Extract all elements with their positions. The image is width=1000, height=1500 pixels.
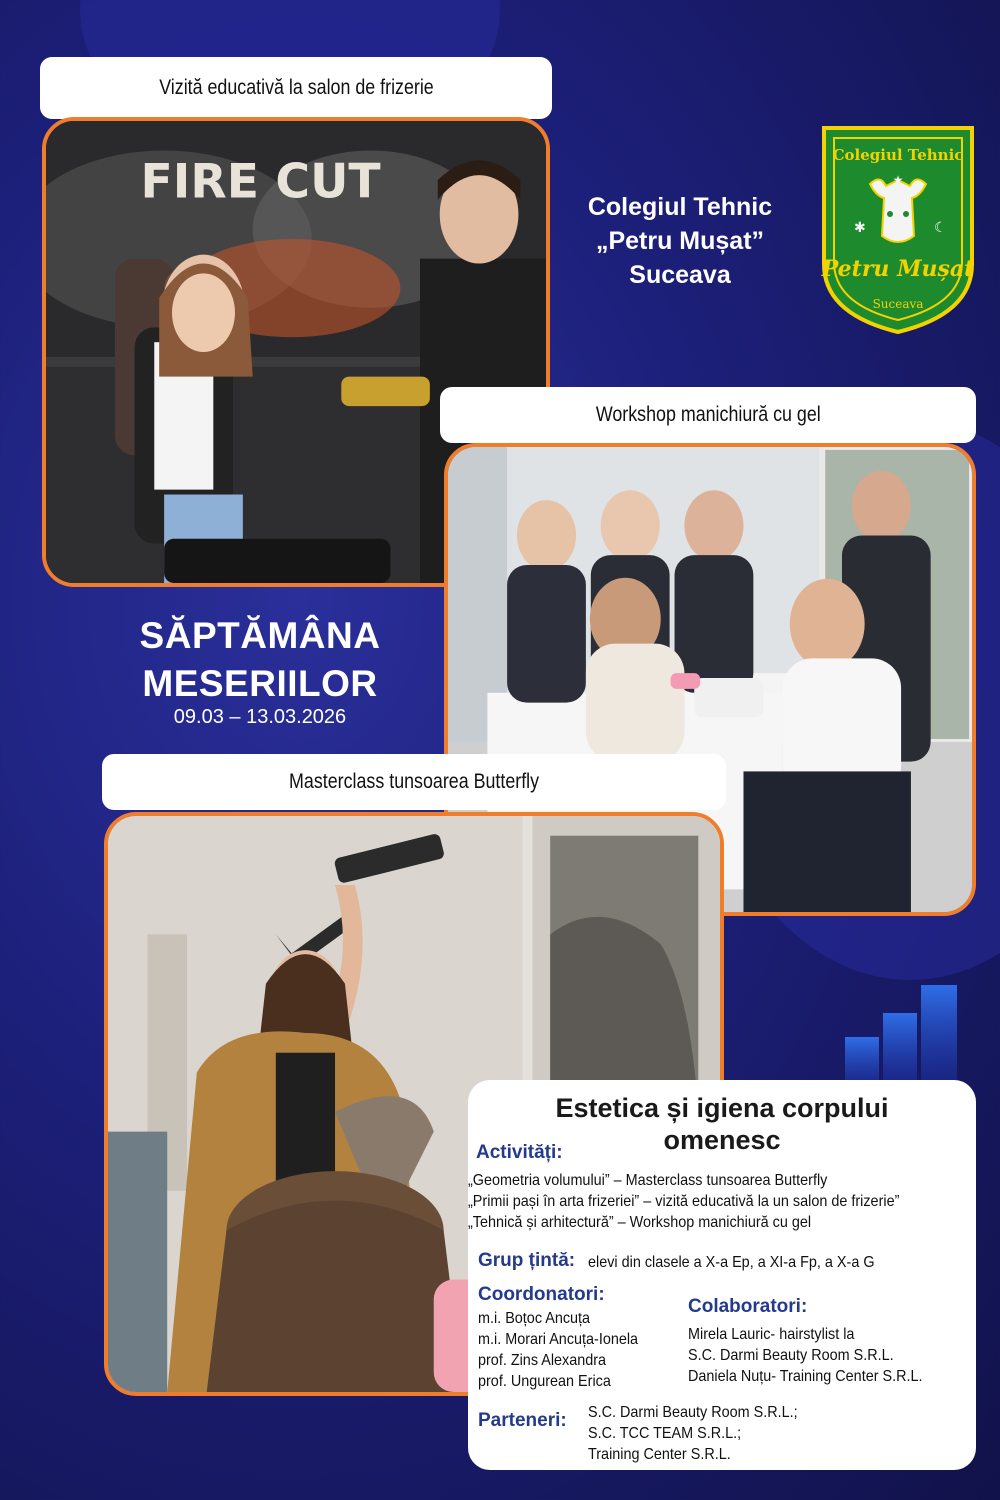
- list-item: Daniela Nuțu- Training Center S.R.L.: [688, 1368, 923, 1385]
- list-item: Training Center S.R.L.: [588, 1446, 731, 1463]
- list-item: m.i. Boțoc Ancuța: [478, 1310, 591, 1327]
- target-text: elevi din clasele a X-a Ep, a XI-a Fp, a X-a G: [588, 1254, 875, 1271]
- list-item: m.i. Morari Ancuța-Ionela: [478, 1331, 639, 1348]
- svg-text:Petru Mușat: Petru Mușat: [821, 256, 975, 282]
- fire-cut-sign: FIRE CUT: [140, 154, 381, 210]
- list-item: S.C. TCC TEAM S.R.L.;: [588, 1425, 742, 1442]
- info-title: Estetica și igiena corpului omenesc: [555, 1093, 889, 1155]
- coordinators-list: [478, 1308, 656, 1392]
- list-item: „Geometria volumului” – Masterclass tunsoarea Butterfly: [468, 1172, 828, 1189]
- svg-text:☾: ☾: [934, 219, 947, 235]
- bar-graphic-icon: [845, 985, 957, 1095]
- list-item: S.C. Darmi Beauty Room S.R.L.: [688, 1347, 894, 1364]
- collaborators-label: Colaboratori:: [688, 1296, 808, 1317]
- caption-masterclass: Masterclass tunsoarea Butterfly: [102, 754, 726, 810]
- list-item: S.C. Darmi Beauty Room S.R.L.;: [588, 1404, 798, 1421]
- collaborators-list: [688, 1324, 949, 1387]
- caption-workshop: Workshop manichiură cu gel: [440, 387, 976, 443]
- list-item: Mirela Lauric- hairstylist la: [688, 1326, 855, 1343]
- svg-text:★: ★: [892, 173, 904, 187]
- event-dates: 09.03 – 13.03.2026: [173, 706, 347, 728]
- list-item: prof. Ungurean Erica: [478, 1373, 611, 1390]
- svg-text:Suceava: Suceava: [872, 297, 924, 311]
- activities-label: Activități:: [476, 1142, 563, 1163]
- partners-list: [588, 1402, 821, 1465]
- school-name: Colegiul Tehnic „Petru Mușat” Suceava: [587, 193, 773, 289]
- info-card: [468, 1080, 976, 1470]
- svg-text:✱: ✱: [854, 219, 866, 235]
- school-crest-icon: [820, 124, 976, 336]
- event-title: SĂPTĂMÂNA MESERIILOR: [139, 615, 381, 704]
- list-item: „Tehnică și arhitectură” – Workshop manichiură cu gel: [468, 1214, 812, 1231]
- caption-visit: Vizită educativă la salon de frizerie: [40, 57, 552, 119]
- target-label: Grup țintă:: [478, 1250, 576, 1271]
- partners-label: Parteneri:: [478, 1410, 567, 1431]
- list-item: „Primii pași în arta frizeriei” – vizită educativă la un salon de frizerie”: [468, 1193, 900, 1210]
- activities-list: [468, 1170, 947, 1233]
- list-item: prof. Zins Alexandra: [478, 1352, 607, 1369]
- coordinators-label: Coordonatori:: [478, 1284, 605, 1305]
- svg-text:Colegiul Tehnic: Colegiul Tehnic: [832, 146, 964, 164]
